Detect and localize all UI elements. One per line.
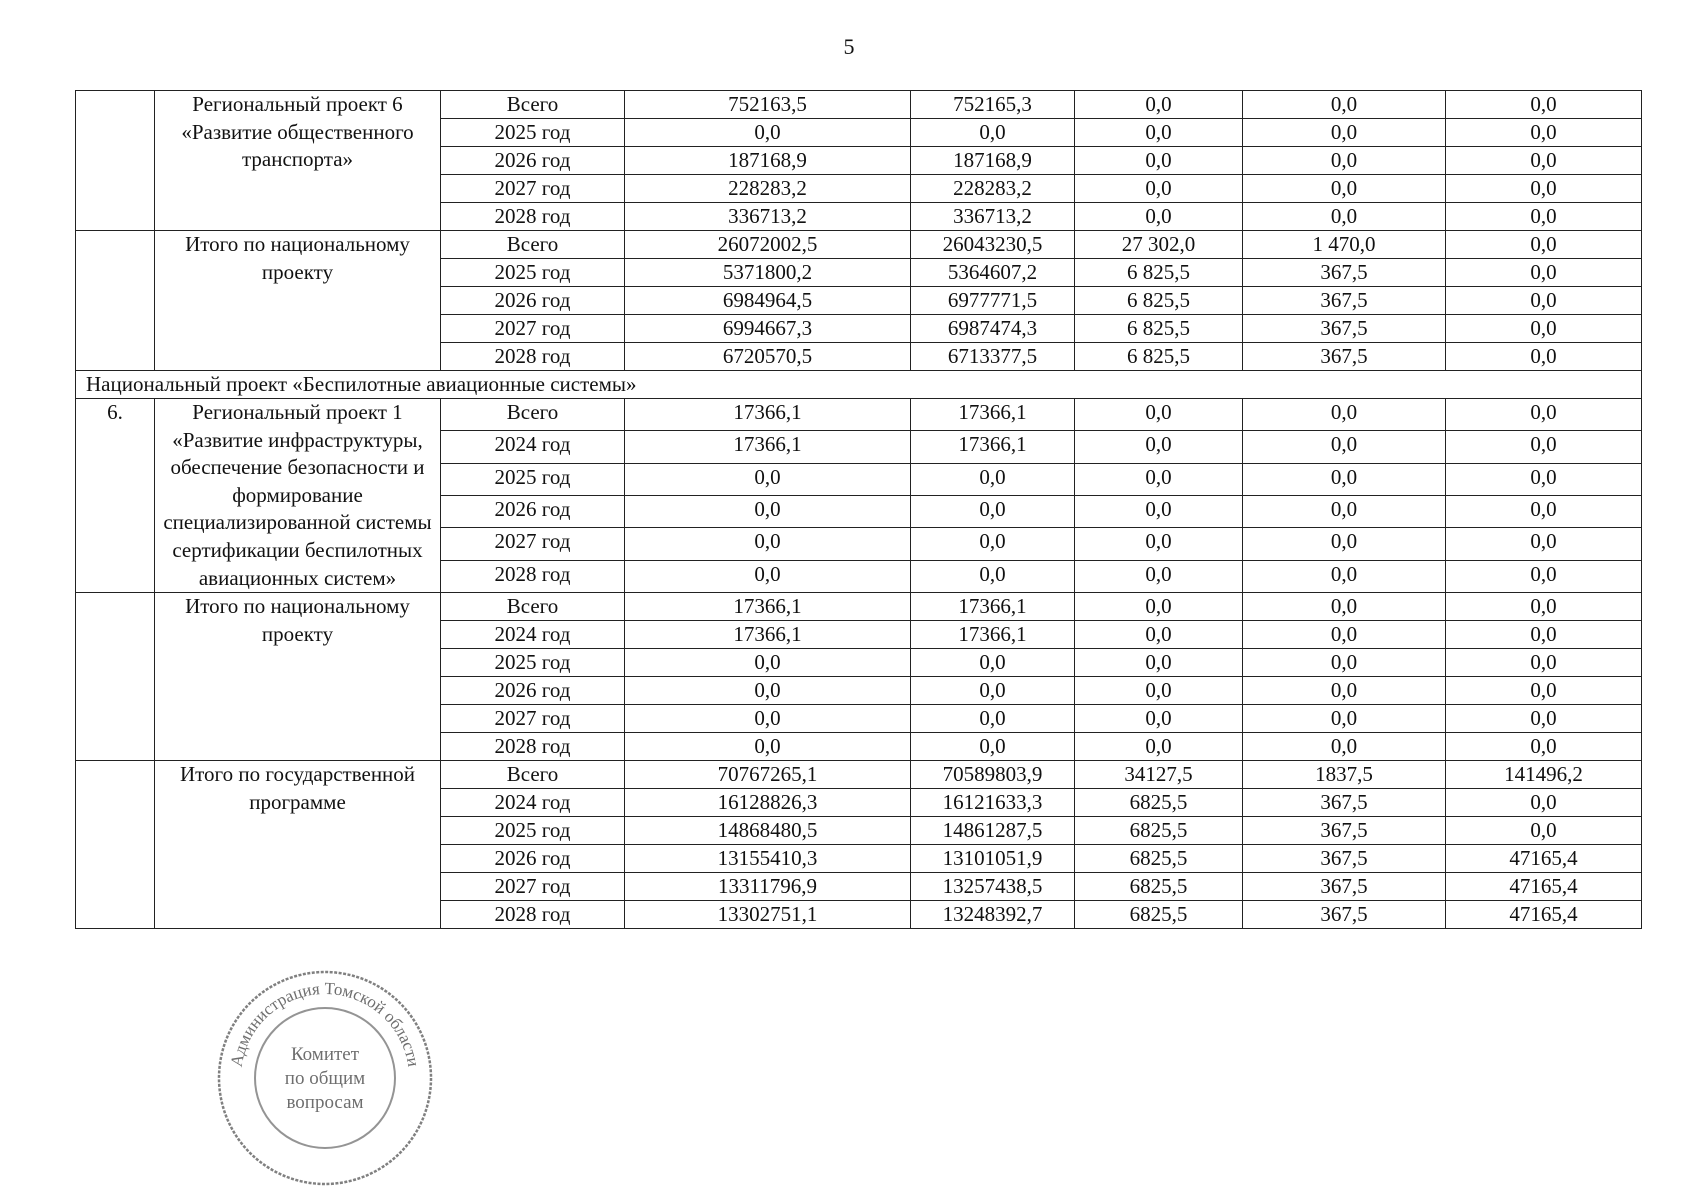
stamp-center-line: Комитет bbox=[290, 1044, 360, 1065]
value-cell: 0,0 bbox=[1446, 119, 1642, 147]
period-cell: Всего bbox=[441, 399, 625, 431]
period-cell: Всего bbox=[441, 231, 625, 259]
value-cell: 27 302,0 bbox=[1075, 231, 1243, 259]
value-cell: 17366,1 bbox=[625, 399, 911, 431]
period-cell: 2024 год bbox=[441, 431, 625, 463]
value-cell: 0,0 bbox=[625, 463, 911, 495]
value-cell: 6 825,5 bbox=[1075, 287, 1243, 315]
value-cell: 0,0 bbox=[1075, 528, 1243, 560]
period-cell: 2028 год bbox=[441, 343, 625, 371]
value-cell: 0,0 bbox=[1243, 733, 1446, 761]
value-cell: 0,0 bbox=[1243, 91, 1446, 119]
value-cell: 0,0 bbox=[625, 705, 911, 733]
value-cell: 0,0 bbox=[1243, 621, 1446, 649]
value-cell: 14868480,5 bbox=[625, 817, 911, 845]
period-cell: 2025 год bbox=[441, 259, 625, 287]
period-cell: 2028 год bbox=[441, 901, 625, 929]
budget-table-body bbox=[76, 91, 1642, 929]
period-cell: 2028 год bbox=[441, 733, 625, 761]
value-cell: 5371800,2 bbox=[625, 259, 911, 287]
value-cell: 0,0 bbox=[1446, 287, 1642, 315]
value-cell: 0,0 bbox=[625, 649, 911, 677]
value-cell: 26072002,5 bbox=[625, 231, 911, 259]
value-cell: 752165,3 bbox=[911, 91, 1075, 119]
value-cell: 6977771,5 bbox=[911, 287, 1075, 315]
value-cell: 0,0 bbox=[1446, 463, 1642, 495]
value-cell: 0,0 bbox=[1243, 203, 1446, 231]
value-cell: 16128826,3 bbox=[625, 789, 911, 817]
value-cell: 0,0 bbox=[1075, 175, 1243, 203]
value-cell: 70589803,9 bbox=[911, 761, 1075, 789]
value-cell: 0,0 bbox=[625, 560, 911, 592]
value-cell: 0,0 bbox=[1446, 231, 1642, 259]
official-stamp bbox=[215, 968, 435, 1188]
period-cell: 2027 год bbox=[441, 528, 625, 560]
value-cell: 0,0 bbox=[1243, 528, 1446, 560]
period-cell: 2026 год bbox=[441, 147, 625, 175]
value-cell: 367,5 bbox=[1243, 315, 1446, 343]
value-cell: 0,0 bbox=[1446, 315, 1642, 343]
stamp-center-line: по общим bbox=[284, 1068, 366, 1089]
value-cell: 367,5 bbox=[1243, 845, 1446, 873]
value-cell: 0,0 bbox=[1446, 259, 1642, 287]
period-cell: 2025 год bbox=[441, 649, 625, 677]
value-cell: 0,0 bbox=[911, 560, 1075, 592]
value-cell: 13248392,7 bbox=[911, 901, 1075, 929]
value-cell: 0,0 bbox=[911, 463, 1075, 495]
row-number-cell bbox=[76, 231, 155, 371]
value-cell: 6984964,5 bbox=[625, 287, 911, 315]
project-name-cell: Итого по национальному проекту bbox=[155, 593, 441, 761]
value-cell: 17366,1 bbox=[911, 399, 1075, 431]
value-cell: 0,0 bbox=[1446, 399, 1642, 431]
value-cell: 0,0 bbox=[1446, 817, 1642, 845]
value-cell: 752163,5 bbox=[625, 91, 911, 119]
value-cell: 0,0 bbox=[1243, 147, 1446, 175]
value-cell: 0,0 bbox=[1075, 431, 1243, 463]
value-cell: 6 825,5 bbox=[1075, 259, 1243, 287]
period-cell: 2027 год bbox=[441, 175, 625, 203]
value-cell: 0,0 bbox=[1446, 91, 1642, 119]
value-cell: 0,0 bbox=[1243, 463, 1446, 495]
period-cell: Всего bbox=[441, 761, 625, 789]
value-cell: 0,0 bbox=[1243, 175, 1446, 203]
value-cell: 367,5 bbox=[1243, 901, 1446, 929]
value-cell: 0,0 bbox=[625, 677, 911, 705]
value-cell: 1 470,0 bbox=[1243, 231, 1446, 259]
stamp-center-line: вопросам bbox=[286, 1092, 364, 1113]
value-cell: 16121633,3 bbox=[911, 789, 1075, 817]
value-cell: 367,5 bbox=[1243, 873, 1446, 901]
value-cell: 0,0 bbox=[1446, 203, 1642, 231]
row-number-cell bbox=[76, 761, 155, 929]
value-cell: 367,5 bbox=[1243, 259, 1446, 287]
value-cell: 6994667,3 bbox=[625, 315, 911, 343]
value-cell: 0,0 bbox=[1075, 91, 1243, 119]
row-number-cell bbox=[76, 593, 155, 761]
value-cell: 0,0 bbox=[1243, 705, 1446, 733]
value-cell: 0,0 bbox=[625, 119, 911, 147]
value-cell: 0,0 bbox=[1075, 593, 1243, 621]
value-cell: 0,0 bbox=[911, 705, 1075, 733]
value-cell: 6825,5 bbox=[1075, 845, 1243, 873]
value-cell: 0,0 bbox=[1075, 147, 1243, 175]
value-cell: 187168,9 bbox=[911, 147, 1075, 175]
value-cell: 0,0 bbox=[1075, 733, 1243, 761]
value-cell: 0,0 bbox=[1243, 431, 1446, 463]
value-cell: 367,5 bbox=[1243, 287, 1446, 315]
value-cell: 228283,2 bbox=[911, 175, 1075, 203]
stamp-ring-text: Администрация Томской области bbox=[226, 978, 424, 1069]
period-cell: Всего bbox=[441, 91, 625, 119]
project-name-cell: Итого по национальному проекту bbox=[155, 231, 441, 371]
period-cell: 2027 год bbox=[441, 873, 625, 901]
value-cell: 13257438,5 bbox=[911, 873, 1075, 901]
value-cell: 0,0 bbox=[1446, 705, 1642, 733]
value-cell: 17366,1 bbox=[911, 593, 1075, 621]
value-cell: 0,0 bbox=[1446, 733, 1642, 761]
value-cell: 6713377,5 bbox=[911, 343, 1075, 371]
value-cell: 0,0 bbox=[1446, 789, 1642, 817]
value-cell: 0,0 bbox=[1243, 119, 1446, 147]
value-cell: 0,0 bbox=[1446, 431, 1642, 463]
value-cell: 0,0 bbox=[1446, 496, 1642, 528]
value-cell: 0,0 bbox=[1075, 649, 1243, 677]
value-cell: 0,0 bbox=[1446, 621, 1642, 649]
value-cell: 0,0 bbox=[1446, 560, 1642, 592]
value-cell: 336713,2 bbox=[911, 203, 1075, 231]
value-cell: 0,0 bbox=[625, 496, 911, 528]
value-cell: 47165,4 bbox=[1446, 901, 1642, 929]
table-row bbox=[76, 593, 1642, 621]
value-cell: 6 825,5 bbox=[1075, 315, 1243, 343]
period-cell: 2028 год bbox=[441, 560, 625, 592]
value-cell: 13311796,9 bbox=[625, 873, 911, 901]
value-cell: 0,0 bbox=[1446, 343, 1642, 371]
value-cell: 0,0 bbox=[1075, 621, 1243, 649]
value-cell: 14861287,5 bbox=[911, 817, 1075, 845]
project-name-cell: Региональный проект 6 «Развитие общественного транспорта» bbox=[155, 91, 441, 231]
value-cell: 0,0 bbox=[625, 528, 911, 560]
value-cell: 13155410,3 bbox=[625, 845, 911, 873]
value-cell: 17366,1 bbox=[625, 593, 911, 621]
value-cell: 0,0 bbox=[1446, 175, 1642, 203]
period-cell: 2026 год bbox=[441, 287, 625, 315]
table-row bbox=[76, 399, 1642, 431]
value-cell: 0,0 bbox=[911, 649, 1075, 677]
value-cell: 6825,5 bbox=[1075, 789, 1243, 817]
period-cell: Всего bbox=[441, 593, 625, 621]
value-cell: 1837,5 bbox=[1243, 761, 1446, 789]
budget-table bbox=[75, 90, 1642, 929]
period-cell: 2028 год bbox=[441, 203, 625, 231]
value-cell: 0,0 bbox=[1243, 649, 1446, 677]
section-title: Национальный проект «Беспилотные авиационные системы» bbox=[76, 371, 1642, 399]
value-cell: 0,0 bbox=[1446, 593, 1642, 621]
value-cell: 0,0 bbox=[625, 733, 911, 761]
project-name-cell: Региональный проект 1 «Развитие инфраструктуры, обеспечение безопасности и формирование специализированной системы сертификации беспилотных авиационных систем» bbox=[155, 399, 441, 593]
value-cell: 228283,2 bbox=[625, 175, 911, 203]
value-cell: 34127,5 bbox=[1075, 761, 1243, 789]
row-number-cell bbox=[76, 91, 155, 231]
value-cell: 47165,4 bbox=[1446, 845, 1642, 873]
value-cell: 0,0 bbox=[1446, 147, 1642, 175]
period-cell: 2024 год bbox=[441, 621, 625, 649]
value-cell: 336713,2 bbox=[625, 203, 911, 231]
table-row bbox=[76, 231, 1642, 259]
table-row bbox=[76, 91, 1642, 119]
value-cell: 0,0 bbox=[911, 119, 1075, 147]
value-cell: 0,0 bbox=[1243, 399, 1446, 431]
value-cell: 17366,1 bbox=[625, 431, 911, 463]
value-cell: 0,0 bbox=[1243, 593, 1446, 621]
value-cell: 367,5 bbox=[1243, 789, 1446, 817]
value-cell: 0,0 bbox=[1075, 119, 1243, 147]
value-cell: 13101051,9 bbox=[911, 845, 1075, 873]
value-cell: 6987474,3 bbox=[911, 315, 1075, 343]
period-cell: 2024 год bbox=[441, 789, 625, 817]
value-cell: 26043230,5 bbox=[911, 231, 1075, 259]
value-cell: 0,0 bbox=[911, 733, 1075, 761]
period-cell: 2026 год bbox=[441, 496, 625, 528]
value-cell: 0,0 bbox=[1446, 649, 1642, 677]
value-cell: 6825,5 bbox=[1075, 873, 1243, 901]
period-cell: 2027 год bbox=[441, 315, 625, 343]
period-cell: 2026 год bbox=[441, 677, 625, 705]
value-cell: 0,0 bbox=[911, 528, 1075, 560]
value-cell: 6720570,5 bbox=[625, 343, 911, 371]
value-cell: 6 825,5 bbox=[1075, 343, 1243, 371]
value-cell: 0,0 bbox=[1075, 560, 1243, 592]
value-cell: 17366,1 bbox=[911, 621, 1075, 649]
value-cell: 6825,5 bbox=[1075, 817, 1243, 845]
value-cell: 0,0 bbox=[1075, 203, 1243, 231]
section-row bbox=[76, 371, 1642, 399]
value-cell: 0,0 bbox=[1075, 399, 1243, 431]
value-cell: 0,0 bbox=[1075, 496, 1243, 528]
value-cell: 0,0 bbox=[911, 677, 1075, 705]
value-cell: 6825,5 bbox=[1075, 901, 1243, 929]
value-cell: 0,0 bbox=[1075, 463, 1243, 495]
table-row bbox=[76, 761, 1642, 789]
project-name-cell: Итого по государственной программе bbox=[155, 761, 441, 929]
period-cell: 2025 год bbox=[441, 463, 625, 495]
value-cell: 17366,1 bbox=[911, 431, 1075, 463]
value-cell: 367,5 bbox=[1243, 343, 1446, 371]
value-cell: 187168,9 bbox=[625, 147, 911, 175]
value-cell: 17366,1 bbox=[625, 621, 911, 649]
value-cell: 0,0 bbox=[1075, 677, 1243, 705]
value-cell: 0,0 bbox=[1243, 496, 1446, 528]
page-number: 5 bbox=[843, 34, 855, 59]
row-number-cell: 6. bbox=[76, 399, 155, 593]
period-cell: 2027 год bbox=[441, 705, 625, 733]
value-cell: 0,0 bbox=[1075, 705, 1243, 733]
value-cell: 13302751,1 bbox=[625, 901, 911, 929]
value-cell: 47165,4 bbox=[1446, 873, 1642, 901]
value-cell: 5364607,2 bbox=[911, 259, 1075, 287]
value-cell: 0,0 bbox=[1446, 528, 1642, 560]
value-cell: 0,0 bbox=[1243, 560, 1446, 592]
period-cell: 2025 год bbox=[441, 817, 625, 845]
value-cell: 0,0 bbox=[1446, 677, 1642, 705]
value-cell: 367,5 bbox=[1243, 817, 1446, 845]
value-cell: 0,0 bbox=[1243, 677, 1446, 705]
value-cell: 70767265,1 bbox=[625, 761, 911, 789]
value-cell: 141496,2 bbox=[1446, 761, 1642, 789]
period-cell: 2026 год bbox=[441, 845, 625, 873]
value-cell: 0,0 bbox=[911, 496, 1075, 528]
period-cell: 2025 год bbox=[441, 119, 625, 147]
